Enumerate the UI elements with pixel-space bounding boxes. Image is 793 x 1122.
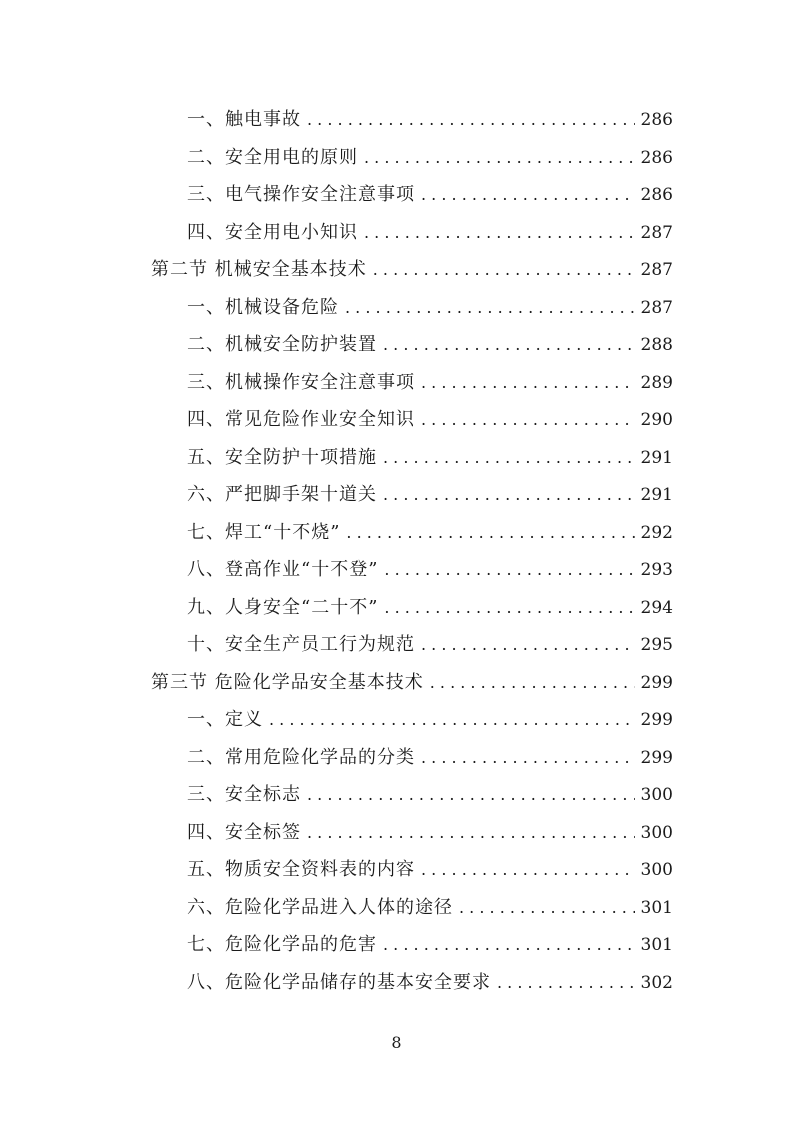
toc-entry-title: 三、机械操作安全注意事项 bbox=[187, 371, 415, 393]
toc-entry[interactable] bbox=[0, 364, 793, 401]
toc-entry-title: 八、登高作业“十不登” bbox=[187, 559, 379, 580]
toc-entry-page: 287 bbox=[640, 222, 673, 243]
toc-entry-page: 301 bbox=[640, 935, 673, 955]
toc-entry[interactable] bbox=[0, 214, 793, 251]
toc-entry-title: 二、机械安全防护装置 bbox=[187, 334, 377, 355]
toc-entry[interactable] bbox=[0, 964, 793, 1001]
toc-entry-title: 九、人身安全“二十不” bbox=[187, 596, 379, 618]
toc-leader-dots bbox=[364, 139, 635, 176]
toc-entry-title: 一、触电事故 bbox=[187, 109, 301, 130]
toc-entry-page: 302 bbox=[640, 972, 673, 993]
toc-entry-page: 299 bbox=[640, 710, 673, 730]
toc-leader-dots bbox=[497, 964, 635, 1001]
toc-leader-dots bbox=[421, 851, 635, 888]
toc-entry-page: 295 bbox=[640, 635, 673, 655]
toc-entry-title: 六、严把脚手架十道关 bbox=[187, 484, 377, 505]
toc-entry-page: 289 bbox=[640, 372, 673, 393]
toc-entry-page: 286 bbox=[640, 147, 673, 168]
toc-entry-page: 286 bbox=[640, 185, 673, 205]
toc-entry-title: 第三节 危险化学品安全基本技术 bbox=[151, 671, 424, 693]
toc-leader-dots bbox=[421, 626, 635, 663]
toc-leader-dots bbox=[383, 439, 635, 476]
toc-entry-title: 四、安全标签 bbox=[187, 821, 301, 843]
toc-leader-dots bbox=[307, 101, 635, 138]
toc-entry[interactable] bbox=[0, 776, 793, 813]
toc-leader-dots bbox=[373, 251, 635, 288]
toc-leader-dots bbox=[307, 814, 635, 851]
toc-entry[interactable] bbox=[0, 926, 793, 963]
toc-leader-dots bbox=[269, 701, 635, 738]
toc-entry-title: 四、常见危险作业安全知识 bbox=[187, 409, 415, 430]
toc-entry-page: 299 bbox=[640, 672, 673, 693]
toc-leader-dots bbox=[345, 289, 635, 326]
toc-leader-dots bbox=[383, 476, 635, 513]
toc-entry-title: 四、安全用电小知识 bbox=[187, 221, 358, 243]
toc-leader-dots bbox=[384, 589, 635, 626]
toc-section-entry[interactable] bbox=[0, 251, 793, 288]
toc-leader-dots bbox=[383, 326, 635, 363]
toc-entry-title: 三、安全标志 bbox=[187, 784, 301, 805]
toc-entry-page: 291 bbox=[640, 485, 673, 505]
toc-entry-page: 290 bbox=[640, 410, 673, 430]
toc-section-entry[interactable] bbox=[0, 664, 793, 701]
toc-entry-page: 294 bbox=[640, 597, 673, 618]
toc-entry-page: 291 bbox=[640, 447, 673, 468]
toc-entry-page: 300 bbox=[640, 822, 673, 843]
toc-entry-title: 七、危险化学品的危害 bbox=[187, 934, 377, 955]
toc-entry[interactable] bbox=[0, 326, 793, 363]
toc-entry[interactable] bbox=[0, 401, 793, 438]
toc-entry[interactable] bbox=[0, 101, 793, 138]
toc-leader-dots bbox=[307, 776, 635, 813]
toc-leader-dots bbox=[421, 176, 635, 213]
toc-leader-dots bbox=[346, 514, 635, 551]
page-number: 8 bbox=[391, 1033, 402, 1052]
toc-entry[interactable] bbox=[0, 739, 793, 776]
toc-entry-page: 300 bbox=[640, 860, 673, 880]
toc-entry-page: 299 bbox=[640, 747, 673, 768]
toc-entry-title: 一、定义 bbox=[187, 709, 263, 730]
toc-entry-page: 293 bbox=[640, 560, 673, 580]
toc-entry[interactable] bbox=[0, 551, 793, 588]
toc-entry-title: 六、危险化学品进入人体的途径 bbox=[187, 896, 453, 918]
toc-entry-title: 二、常用危险化学品的分类 bbox=[187, 746, 415, 768]
toc-entry[interactable] bbox=[0, 514, 793, 551]
toc-entry-title: 三、电气操作安全注意事项 bbox=[187, 184, 415, 205]
toc-entry-page: 288 bbox=[640, 335, 673, 355]
toc-entry-title: 十、安全生产员工行为规范 bbox=[187, 634, 415, 655]
toc-leader-dots bbox=[364, 214, 635, 251]
toc-entry-page: 292 bbox=[640, 522, 673, 543]
toc-entry-title: 五、安全防护十项措施 bbox=[187, 446, 377, 468]
toc-entry-title: 七、焊工“十不烧” bbox=[187, 521, 341, 543]
toc-entry[interactable] bbox=[0, 439, 793, 476]
toc-entry-page: 287 bbox=[640, 297, 673, 318]
toc-entry-page: 301 bbox=[640, 897, 673, 918]
toc-leader-dots bbox=[421, 739, 635, 776]
toc-entry[interactable] bbox=[0, 701, 793, 738]
toc-leader-dots bbox=[421, 401, 635, 438]
toc-entry-title: 第二节 机械安全基本技术 bbox=[151, 259, 367, 280]
toc-entry-title: 五、物质安全资料表的内容 bbox=[187, 859, 415, 880]
toc-entry[interactable] bbox=[0, 814, 793, 851]
toc-entry-title: 一、机械设备危险 bbox=[187, 296, 339, 318]
toc-entry-title: 二、安全用电的原则 bbox=[187, 146, 358, 168]
toc-entry-page: 300 bbox=[640, 785, 673, 805]
toc-leader-dots bbox=[383, 926, 635, 963]
toc-entry[interactable] bbox=[0, 889, 793, 926]
toc-entry[interactable] bbox=[0, 626, 793, 663]
toc-entry-title: 八、危险化学品储存的基本安全要求 bbox=[187, 971, 491, 993]
toc-entry-page: 287 bbox=[640, 260, 673, 280]
toc-leader-dots bbox=[384, 551, 635, 588]
toc-entry[interactable] bbox=[0, 176, 793, 213]
toc-leader-dots bbox=[459, 889, 635, 926]
toc-entry[interactable] bbox=[0, 589, 793, 626]
toc-entry[interactable] bbox=[0, 289, 793, 326]
toc-leader-dots bbox=[430, 664, 635, 701]
toc-entry[interactable] bbox=[0, 476, 793, 513]
toc-entry-page: 286 bbox=[640, 110, 673, 130]
table-of-contents bbox=[0, 101, 793, 1001]
toc-leader-dots bbox=[421, 364, 635, 401]
toc-entry[interactable] bbox=[0, 851, 793, 888]
toc-entry[interactable] bbox=[0, 139, 793, 176]
